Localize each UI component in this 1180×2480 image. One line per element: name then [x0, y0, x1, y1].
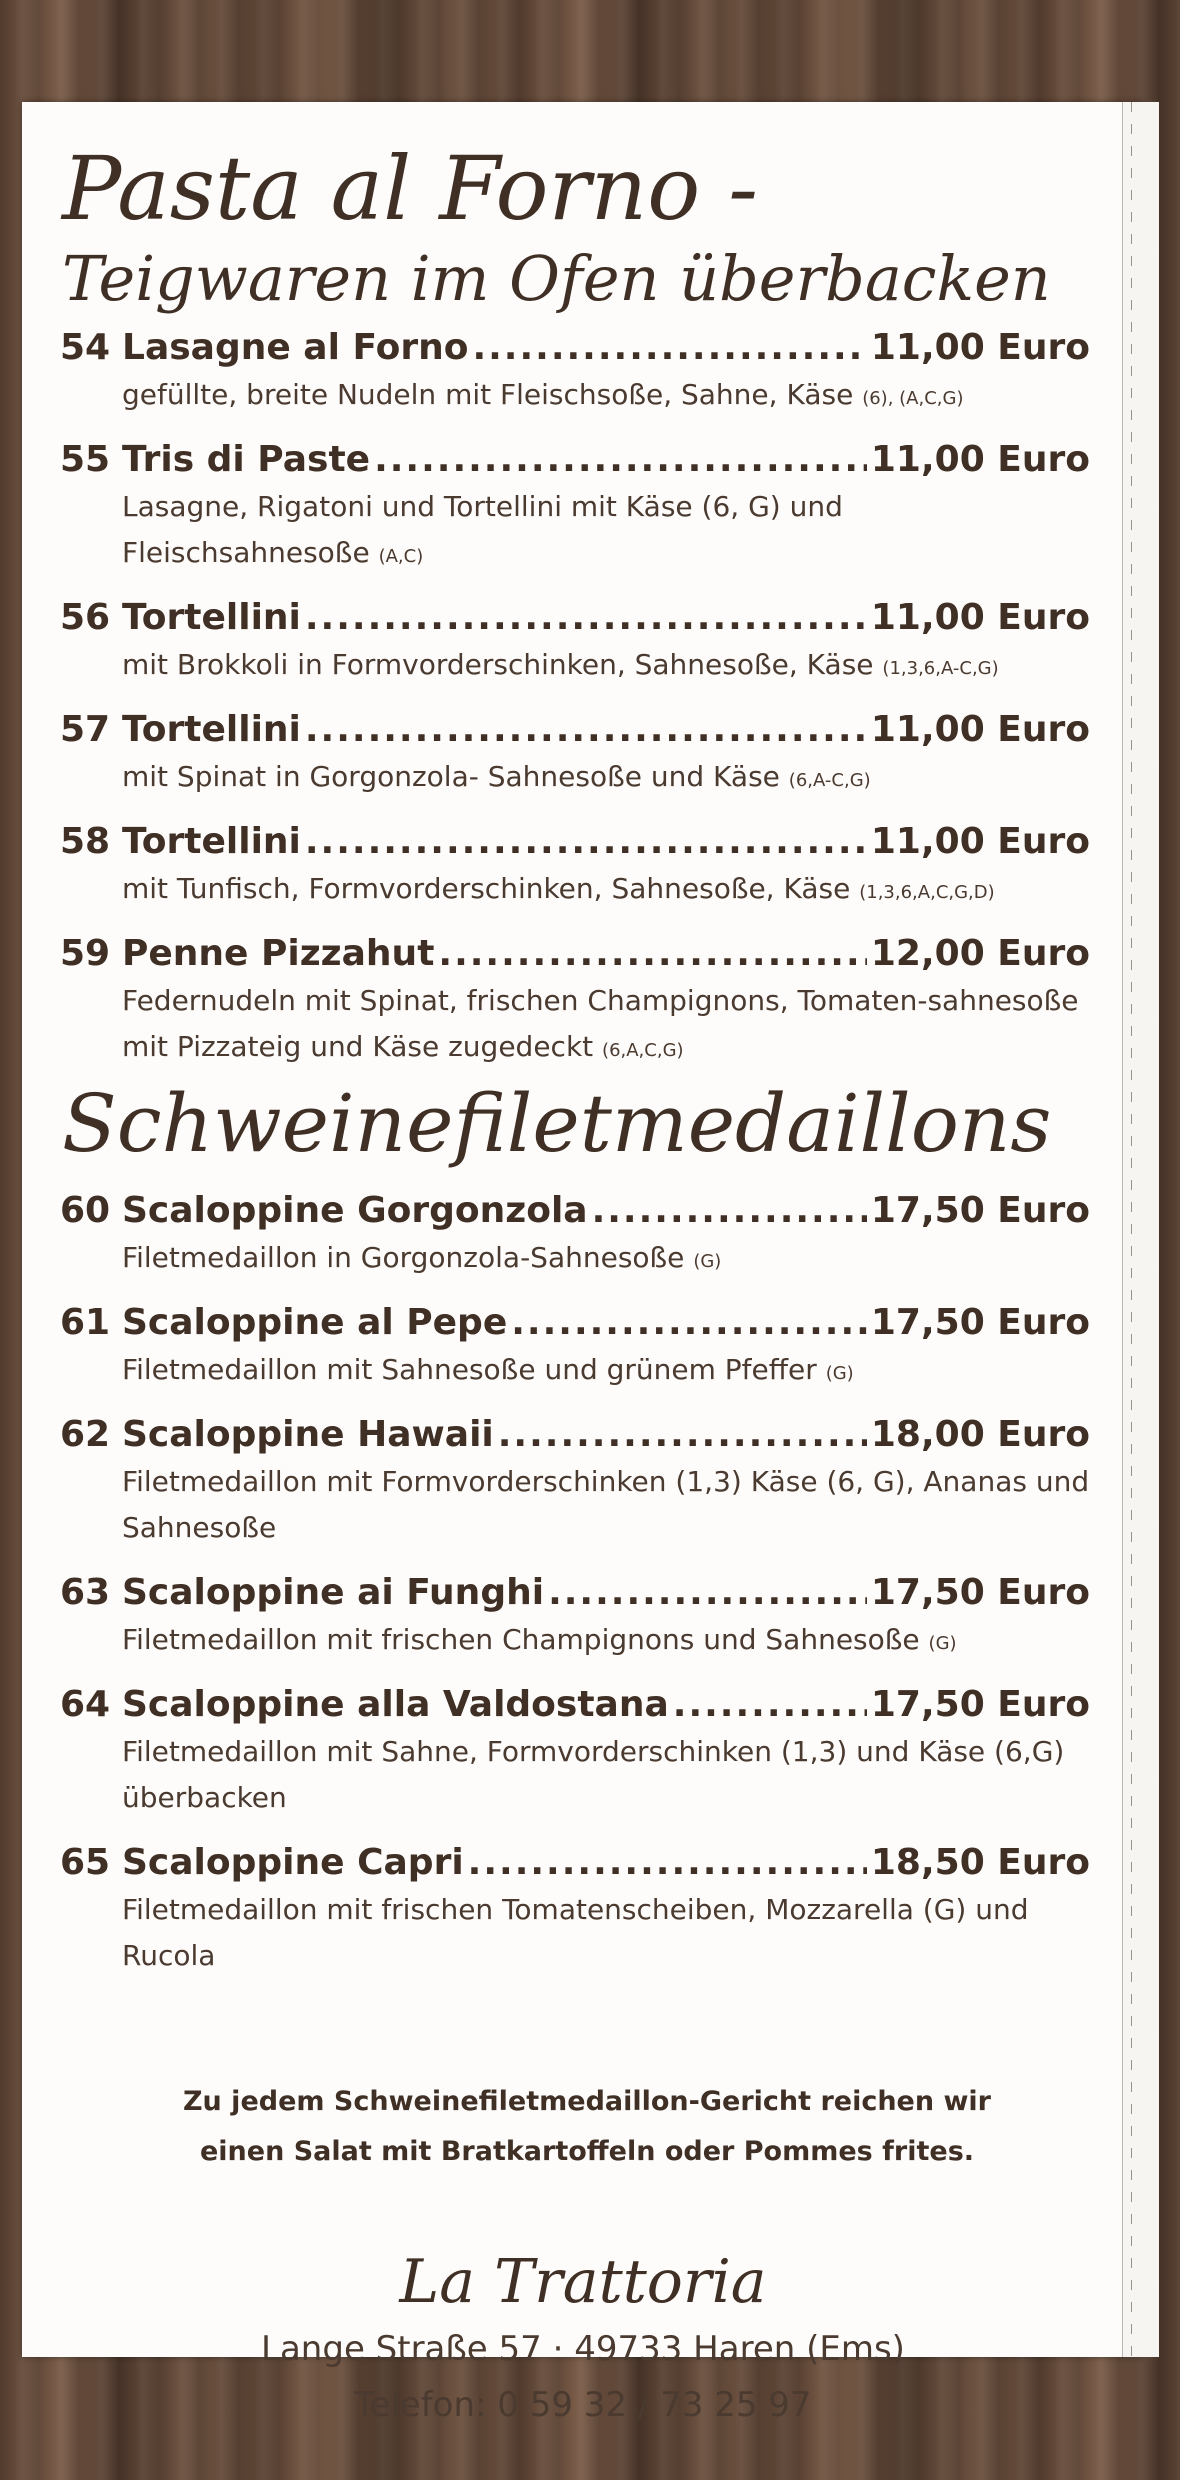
medaillons-menu-list [60, 1187, 1090, 1997]
item-price: 17,50 Euro [870, 1684, 1090, 1725]
menu-item [60, 1839, 1090, 1983]
restaurant-phone: Telefon: 0 59 32 / 73 25 97 [354, 2385, 812, 2425]
note-line: einen Salat mit Bratkartoffeln oder Pommes frites. [199, 2136, 975, 2167]
pasta-menu-list [60, 324, 1090, 1088]
menu-item [60, 930, 1090, 1074]
side-dish-note [112, 2077, 1062, 2177]
item-name: Scaloppine Hawaii [122, 1414, 494, 1455]
item-allergens: (6,A-C,G) [788, 770, 871, 791]
item-name: Scaloppine alla Valdostana [122, 1684, 669, 1725]
menu-item [60, 1187, 1090, 1285]
item-number: 62 [60, 1414, 111, 1455]
restaurant-address: Lange Straße 57 · 49733 Haren (Ems) [261, 2329, 905, 2369]
item-description: Filetmedaillon mit frischen Tomatenscheiben, Mozzarella (G) und Rucola [122, 1893, 1029, 1972]
item-name: Tortellini [122, 597, 301, 638]
item-number: 64 [60, 1684, 111, 1725]
section-title-pasta: Pasta al Forno - [62, 137, 758, 240]
item-price: 12,00 Euro [870, 933, 1090, 974]
item-price: 17,50 Euro [870, 1190, 1090, 1231]
section-subtitle-pasta: Teigwaren im Ofen überbacken [62, 242, 1051, 315]
dot-leader [374, 436, 867, 484]
item-price: 17,50 Euro [870, 1572, 1090, 1613]
page-fold-edge [1122, 102, 1159, 2357]
item-allergens: (6,A,C,G) [602, 1040, 684, 1061]
item-allergens: (1,3,6,A,C,G,D) [859, 882, 995, 903]
menu-item [60, 324, 1090, 422]
note-line: Zu jedem Schweinefiletmedaillon-Gericht reichen wir [182, 2086, 991, 2117]
item-number: 55 [60, 439, 111, 480]
dot-leader [305, 706, 867, 754]
dot-leader [305, 818, 867, 866]
item-number: 57 [60, 709, 111, 750]
restaurant-footer [22, 2247, 1144, 2433]
dot-leader [592, 1187, 867, 1235]
item-allergens: (G) [928, 1633, 957, 1654]
item-description: mit Tunfisch, Formvorderschinken, Sahnesoße, Käse (1,3,6,A,C,G,D) [122, 872, 995, 905]
item-description: Filetmedaillon mit frischen Champignons und Sahnesoße (G) [122, 1623, 957, 1656]
menu-page [22, 102, 1144, 2425]
item-price: 18,00 Euro [870, 1414, 1090, 1455]
item-allergens: (G) [693, 1251, 722, 1272]
item-allergens: (6), (A,C,G) [862, 388, 964, 409]
item-name: Scaloppine Gorgonzola [122, 1190, 588, 1231]
item-description: Filetmedaillon in Gorgonzola-Sahnesoße (G) [122, 1241, 722, 1274]
dot-leader [673, 1681, 867, 1729]
menu-item [60, 1299, 1090, 1397]
menu-item [60, 436, 1090, 580]
dot-leader [511, 1299, 867, 1347]
menu-item [60, 1411, 1090, 1555]
menu-item [60, 594, 1090, 692]
item-description: mit Spinat in Gorgonzola- Sahnesoße und Käse (6,A-C,G) [122, 760, 871, 793]
dot-leader [472, 324, 866, 372]
item-description: Filetmedaillon mit Sahnesoße und grünem Pfeffer (G) [122, 1353, 854, 1386]
item-number: 54 [60, 327, 111, 368]
dot-leader [438, 930, 866, 978]
item-price: 11,00 Euro [870, 821, 1090, 862]
item-description: mit Brokkoli in Formvorderschinken, Sahnesoße, Käse (1,3,6,A-C,G) [122, 648, 999, 681]
menu-item [60, 1569, 1090, 1667]
item-price: 11,00 Euro [870, 327, 1090, 368]
item-number: 63 [60, 1572, 111, 1613]
item-number: 60 [60, 1190, 111, 1231]
item-allergens: (1,3,6,A-C,G) [882, 658, 999, 679]
item-name: Tris di Paste [122, 439, 371, 480]
item-price: 11,00 Euro [870, 597, 1090, 638]
item-number: 65 [60, 1842, 111, 1883]
dot-leader [305, 594, 867, 642]
item-price: 18,50 Euro [870, 1842, 1090, 1883]
item-number: 56 [60, 597, 111, 638]
item-name: Penne Pizzahut [122, 933, 435, 974]
dot-leader [548, 1569, 867, 1617]
dot-leader [498, 1411, 867, 1459]
item-description: Filetmedaillon mit Formvorderschinken (1,3) Käse (6, G), Ananas und Sahnesoße [122, 1465, 1090, 1544]
item-price: 11,00 Euro [870, 439, 1090, 480]
item-name: Tortellini [122, 821, 301, 862]
item-description: Filetmedaillon mit Sahne, Formvorderschinken (1,3) und Käse (6,G) überbacken [122, 1735, 1065, 1814]
item-name: Scaloppine Capri [122, 1842, 464, 1883]
item-name: Scaloppine ai Funghi [122, 1572, 545, 1613]
item-price: 17,50 Euro [870, 1302, 1090, 1343]
dot-leader [468, 1839, 867, 1887]
item-allergens: (A,C) [378, 546, 424, 567]
item-number: 58 [60, 821, 111, 862]
section-title-medaillons: Schweinefiletmedaillons [62, 1077, 1052, 1170]
item-description: Federnudeln mit Spinat, frischen Champignons, Tomaten-sahnesoße mit Pizzateig und Käse zugedeckt (6,A,C,G) [122, 984, 1079, 1063]
item-name: Scaloppine al Pepe [122, 1302, 508, 1343]
item-description: Lasagne, Rigatoni und Tortellini mit Käse (6, G) und Fleischsahnesoße (A,C) [122, 490, 843, 569]
item-description: gefüllte, breite Nudeln mit Fleischsoße, Sahne, Käse (6), (A,C,G) [122, 378, 964, 411]
restaurant-logo: La Trattoria [399, 2247, 767, 2317]
menu-item [60, 706, 1090, 804]
menu-item [60, 818, 1090, 916]
item-name: Lasagne al Forno [122, 327, 469, 368]
menu-item [60, 1681, 1090, 1825]
item-number: 59 [60, 933, 111, 974]
item-name: Tortellini [122, 709, 301, 750]
item-price: 11,00 Euro [870, 709, 1090, 750]
item-number: 61 [60, 1302, 111, 1343]
item-allergens: (G) [825, 1363, 854, 1384]
